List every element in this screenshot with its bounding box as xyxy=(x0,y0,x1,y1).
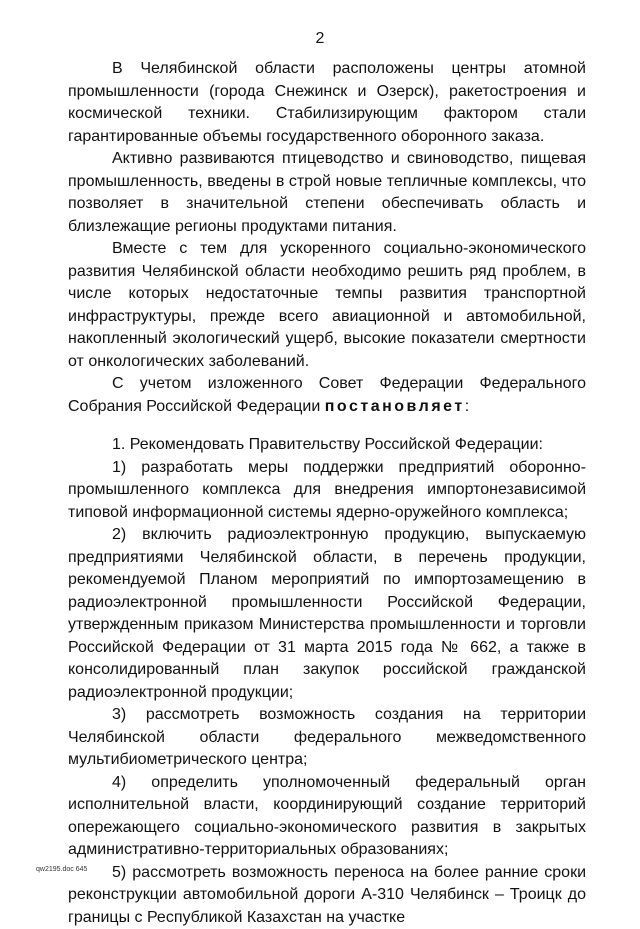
page-number: 2 xyxy=(0,30,640,48)
paragraph-resolution-intro xyxy=(68,373,586,418)
resolution-intro-text: С учетом изложенного Совет Федерации Федерального Собрания Российской Федерации xyxy=(68,375,586,415)
document-body xyxy=(68,58,586,929)
list-item-2: 2) включить радиоэлектронную продукцию, выпускаемую предприятиями Челябинской области, в перечень продукции, рекомендуемой Планом мероприятий по импортозамещению в радиоэлектронной промышленности Российской Федерации, утвержденным приказом Министерства промышленности и торговли Российской Федерации от 31 марта 2015 года № 662, а также в консолидированный план закупок российской гражданской радиоэлектронной продукции; xyxy=(68,524,586,704)
paragraph-problems: Вместе с тем для ускоренного социально-экономического развития Челябинской области необходимо решить ряд проблем, в числе которых недостаточные темпы развития транспортной инфраструктуры, прежде всего авиационной и автомобильной, накопленный экологический ущерб, высокие показатели смертности от онкологических заболеваний. xyxy=(68,238,586,373)
list-item-3: 3) рассмотреть возможность создания на территории Челябинской области федерального межведомственного мультибиометрического центра; xyxy=(68,704,586,772)
paragraph-recommend-government: 1. Рекомендовать Правительству Российской Федерации: xyxy=(68,434,586,457)
list-item-5: 5) рассмотреть возможность переноса на более ранние сроки реконструкции автомобильной дороги А-310 Челябинск – Троицк до границы с Республикой Казахстан на участке xyxy=(68,862,586,929)
list-item-1: 1) разработать меры поддержки предприятий оборонно-промышленного комплекса для внедрения импортонезависимой типовой информационной системы ядерно-оружейного комплекса; xyxy=(68,457,586,525)
paragraph-agriculture: Активно развиваются птицеводство и свиноводство, пищевая промышленность, введены в строй новые тепличные комплексы, что позволяет в значительной степени обеспечивать область и близлежащие регионы продуктами питания. xyxy=(68,148,586,238)
list-item-4: 4) определить уполномоченный федеральный орган исполнительной власти, координирующий создание территорий опережающего социально-экономического развития в закрытых административно-территориальных образованиях; xyxy=(68,772,586,862)
resolution-decree-word: постановляет xyxy=(325,398,465,415)
footer-file-code: qw2195.doc 645 xyxy=(36,866,87,873)
paragraph-industry-centers: В Челябинской области расположены центры атомной промышленности (города Снежинск и Озерск), ракетостроения и космической техники. Стабилизирующим фактором стали гарантированные объемы государственного оборонного заказа. xyxy=(68,58,586,148)
resolution-intro-colon: : xyxy=(465,398,469,415)
paragraph-gap xyxy=(68,418,586,434)
